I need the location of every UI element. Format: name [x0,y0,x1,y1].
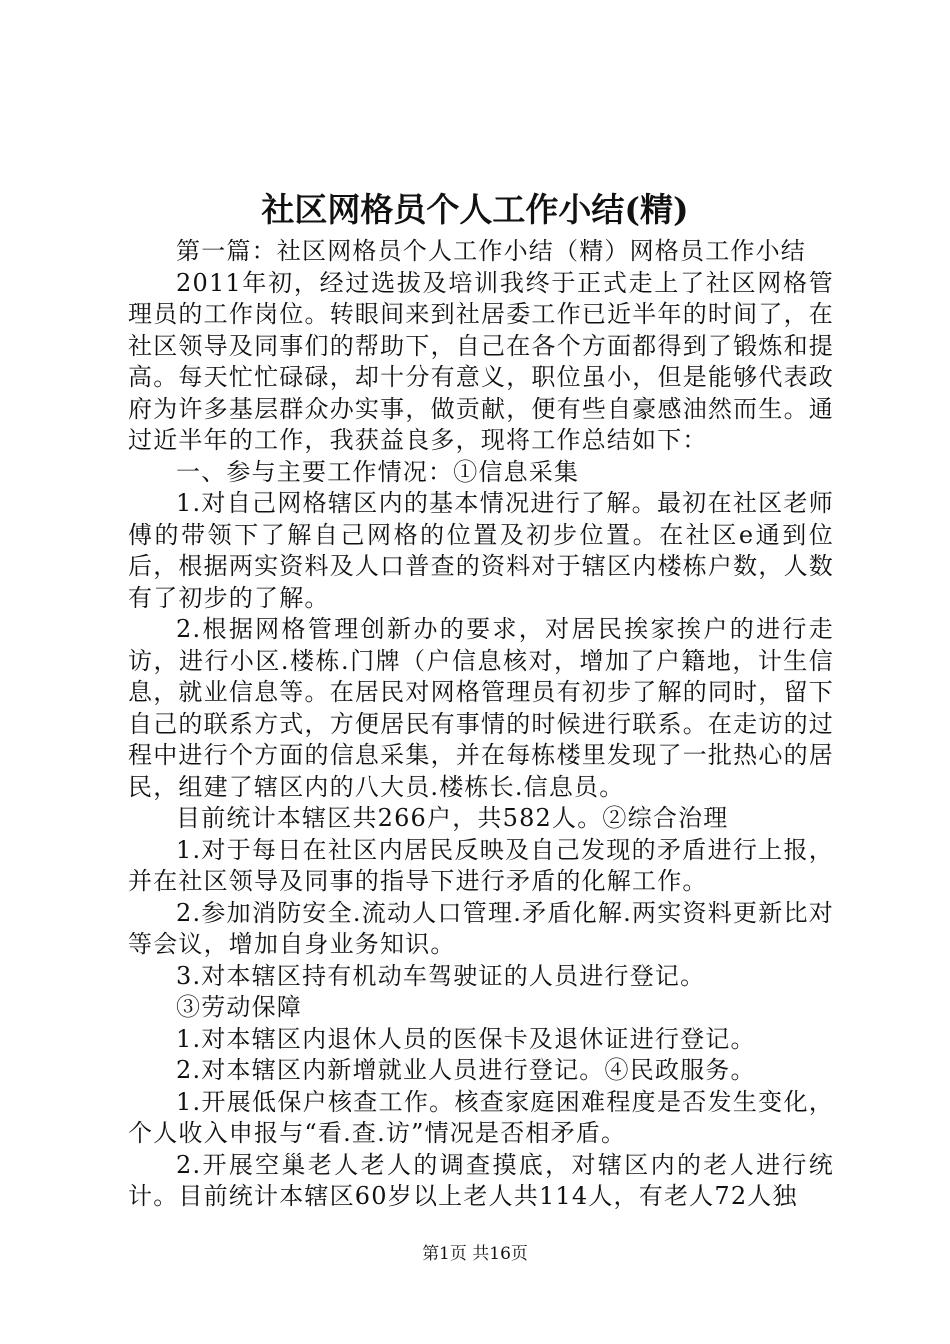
paragraph-statistics: 目前统计本辖区共266户，共582人。②综合治理 [176,804,729,832]
paragraph-item: 1.对自己网格辖区内的基本情况进行了解。最初在社区老师傅的带领下了解自己网格的位置及初步位置。在社区e通到位后，根据两实资料及人口普查的资料对于辖区内楼栋户数，人数有了初步的了解。 [128,489,834,612]
paragraph-item: 1.对本辖区内退休人员的医保卡及退休证进行登记。 [176,1024,756,1053]
paragraph-item: 3.对本辖区持有机动车驾驶证的人员进行登记。 [176,961,706,990]
paragraph-item: 1.对于每日在社区内居民反映及自己发现的矛盾进行上报，并在社区领导及同事的指导下进行矛盾的化解工作。 [128,835,834,895]
paragraph-section-heading: 一、参与主要工作情况：①信息采集 [176,457,580,486]
paragraph-item: 1.开展低保户核查工作。核查家庭困难程度是否发生变化，个人收入申报与“看.查.访”情况是否相矛盾。 [128,1087,834,1147]
document-body [128,236,834,1213]
paragraph-subheading: ③劳动保障 [176,993,302,1021]
paragraph-chapter-heading: 第一篇：社区网格员个人工作小结（精）网格员工作小结 [176,237,806,265]
paragraph-item: 2.参加消防安全.流动人口管理.矛盾化解.两实资料更新比对等会议，增加自身业务知识。 [128,898,834,958]
paragraph-item: 2.对本辖区内新增就业人员进行登记。④民政服务。 [176,1056,756,1084]
paragraph-item: 2.开展空巢老人老人的调查摸底，对辖区内的老人进行统计。目前统计本辖区60岁以上老人共114人，有老人72人独 [128,1150,834,1210]
document-title: 社区网格员个人工作小结(精) [261,190,689,229]
paragraph-item: 2.根据网格管理创新办的要求，对居民挨家挨户的进行走访，进行小区.楼栋.门牌（户信息核对，增加了户籍地，计生信息，就业信息等。在居民对网格管理员有初步了解的同时，留下自己的联系方式，方便居民有事情的时候进行联系。在走访的过程中进行个方面的信息采集，并在每栋楼里发现了一批热心的居民，组建了辖区内的八大员.楼栋长.信息员。 [128,615,834,801]
page-footer: 第1页 共16页 [422,1244,528,1264]
paragraph-introduction: 2011年初，经过选拔及培训我终于正式走上了社区网格管理员的工作岗位。转眼间来到社居委工作已近半年的时间了，在社区领导及同事们的帮助下，自己在各个方面都得到了锻炼和提高。每天忙忙碌碌，却十分有意义，职位虽小，但是能够代表政府为许多基层群众办实事，做贡献，便有些自豪感油然而生。通过近半年的工作，我获益良多，现将工作总结如下： [128,268,834,454]
